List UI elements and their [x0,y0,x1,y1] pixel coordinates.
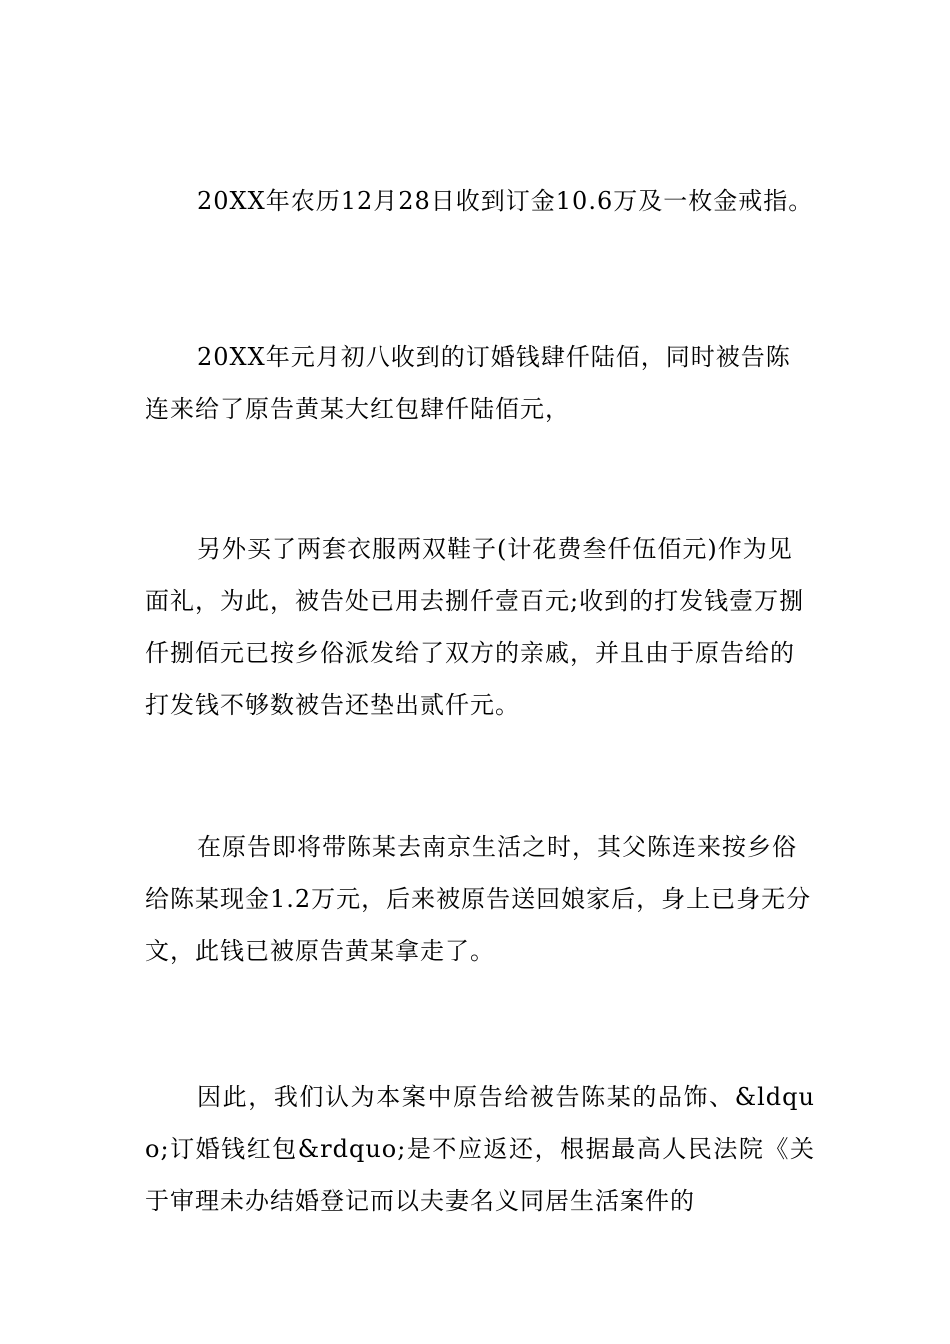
paragraph-engagement-money: 20XX年元月初八收到的订婚钱肆仟陆佰，同时被告陈连来给了原告黄某大红包肆仟陆佰元， [145,343,791,423]
paragraph-gifts-and-expenses: 另外买了两套衣服两双鞋子(计花费叁仟伍佰元)作为见面礼，为此，被告处已用去捌仟壹百元;收到的打发钱壹万捌仟捌佰元已按乡俗派发给了双方的亲戚，并且由于原告给的打发钱不够数被告还垫出贰仟元。 [145,535,805,719]
paragraph-deposit-received: 20XX年农历12月28日收到订金10.6万及一枚金戒指。 [197,187,814,215]
paragraph-cash-given: 在原告即将带陈某去南京生活之时，其父陈连来按乡俗给陈某现金1.2万元，后来被原告送回娘家后，身上已身无分文，此钱已被原告黄某拿走了。 [145,833,812,965]
paragraph-conclusion: 因此，我们认为本案中原告给被告陈某的品饰、&ldquo;订婚钱红包&rdquo;是不应返还，根据最高人民法院《关于审理未办结婚登记而以夫妻名义同居生活案件的 [145,1083,815,1215]
